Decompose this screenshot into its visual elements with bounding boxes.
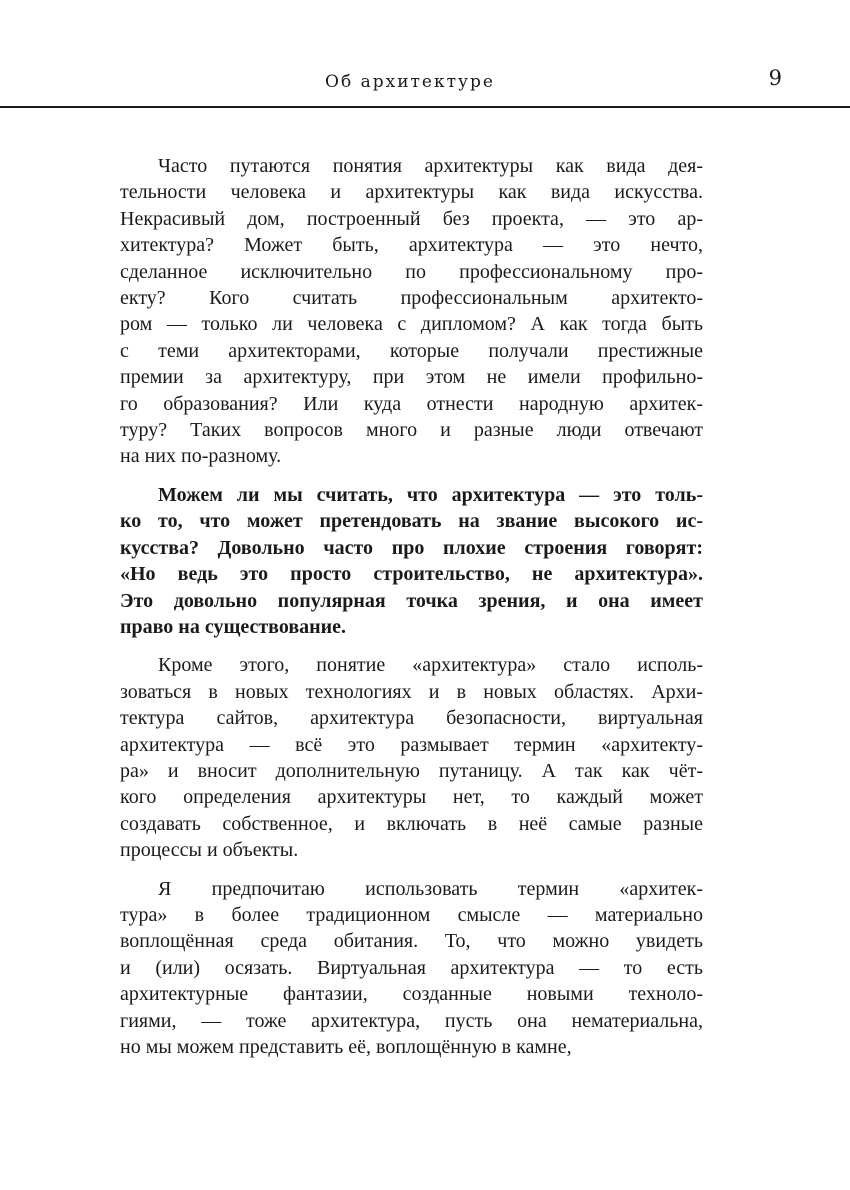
text-line: туру? Таких вопросов много и разные люди отвечают (120, 419, 703, 442)
text-line: го образования? Или куда отнести народную архитек- (120, 392, 703, 415)
text-line: екту? Кого считать профессиональным архитекто- (120, 287, 703, 310)
page-number: 9 (768, 66, 782, 90)
text-line: сделанное исключительно по профессиональному про- (120, 260, 703, 283)
text-line: «Но ведь это просто строительство, не архитектура». (120, 563, 703, 586)
text-line: ра» и вносит дополнительную путаницу. А так как чёт- (120, 759, 703, 782)
text-line: Часто путаются понятия архитектуры как вида дея- (158, 155, 703, 177)
text-line: создавать собственное, и включать в неё самые разные (120, 812, 703, 835)
text-line: архитектурные фантазии, созданные новыми техноло- (120, 983, 703, 1006)
text-line: кусства? Довольно часто про плохие строения говорят: (120, 536, 703, 559)
running-title: Об архитектуре (325, 72, 495, 92)
text-line: право на существование. (120, 615, 347, 638)
text-line: архитектура — всё это размывает термин «архитекту- (120, 733, 703, 756)
running-head (0, 0, 850, 112)
text-line: тура» в более традиционном смысле — материально (120, 903, 703, 926)
text-line: ко то, что может претендовать на звание высокого ис- (120, 510, 703, 533)
text-line: хитектура? Может быть, архитектура — это нечто, (120, 234, 703, 257)
text-line: тельности человека и архитектуры как вида искусства. (120, 181, 703, 204)
body-text (120, 153, 703, 1072)
text-line: Можем ли мы считать, что архитектура — это толь- (158, 483, 703, 506)
header-rule (0, 106, 850, 108)
text-line: премии за архитектуру, при этом не имели профильно- (120, 366, 703, 389)
paragraph-3 (120, 652, 703, 863)
paragraph-4 (120, 876, 703, 1061)
text-line: кого определения архитектуры нет, то каждый может (120, 786, 703, 809)
text-line: но мы можем представить её, воплощённую в камне, (120, 1036, 572, 1058)
text-line: тектура сайтов, архитектура безопасности, виртуальная (120, 707, 703, 730)
text-line: с теми архитекторами, которые получали престижные (120, 339, 703, 362)
text-line: Кроме этого, понятие «архитектура» стало исполь- (158, 654, 703, 677)
paragraph-1 (120, 153, 703, 470)
text-line: Это довольно популярная точка зрения, и она имеет (120, 589, 703, 612)
text-line: Я предпочитаю использовать термин «архитек- (158, 877, 703, 900)
text-line: ром — только ли человека с дипломом? А как тогда быть (120, 313, 703, 336)
text-line: Некрасивый дом, построенный без проекта, — это ар- (120, 207, 703, 230)
paragraph-2 (120, 482, 703, 640)
text-line: воплощённая среда обитания. То, что можно увидеть (120, 930, 703, 953)
text-line: и (или) осязать. Виртуальная архитектура — то есть (120, 956, 703, 979)
text-line: на них по-разному. (120, 445, 282, 468)
text-line: гиями, — тоже архитектура, пусть она нематериальна, (120, 1009, 703, 1032)
text-line: зоваться в новых технологиях и в новых областях. Архи- (120, 680, 703, 703)
text-line: процессы и объекты. (120, 839, 299, 862)
